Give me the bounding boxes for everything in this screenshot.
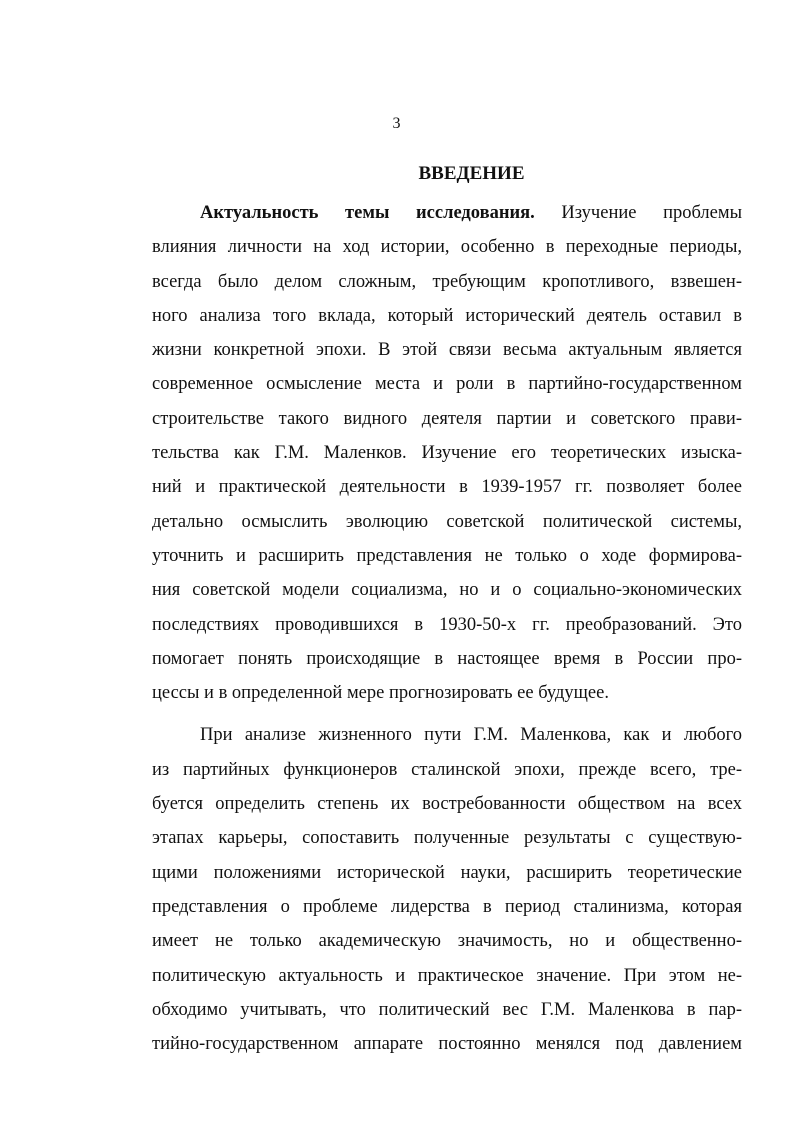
paragraph-1-lead: Актуальность темы исследования.: [200, 203, 535, 223]
paragraph-1-line: помогает понять происходящие в настоящее время в России про-: [152, 648, 742, 669]
paragraph-1-line: всегда было делом сложным, требующим кропотливого, взвешен-: [152, 271, 742, 292]
paragraph-2-line: буется определить степень их востребованности обществом на всех: [152, 794, 742, 815]
paragraph-2-line: этапах карьеры, сопоставить полученные результаты с существую-: [152, 828, 742, 849]
paragraph-1-line: цессы и в определенной мере прогнозировать ее будущее.: [152, 683, 609, 704]
paragraph-2-line: При анализе жизненного пути Г.М. Маленкова, как и любого: [200, 725, 742, 746]
paragraph-1-line: современное осмысление места и роли в партийно-государственном: [152, 374, 742, 395]
section-heading: ВВЕДЕНИЕ: [418, 163, 525, 184]
paragraph-1-line: ния советской модели социализма, но и о социально-экономических: [152, 580, 742, 601]
document-body: [152, 196, 742, 1061]
page-number: 3: [392, 115, 401, 132]
paragraph-1-line: влияния личности на ход истории, особенно в переходные периоды,: [152, 237, 742, 258]
paragraph-1-line: уточнить и расширить представления не только о ходе формирова-: [152, 545, 742, 566]
paragraph-2-line: представления о проблеме лидерства в период сталинизма, которая: [152, 896, 742, 917]
paragraph-2-line: обходимо учитывать, что политический вес Г.М. Маленкова в пар-: [152, 999, 742, 1020]
paragraph-2-line: тийно-государственном аппарате постоянно менялся под давлением: [152, 1034, 742, 1055]
paragraph-1-line: последствиях проводившихся в 1930-50-х гг. преобразований. Это: [152, 614, 742, 635]
paragraph-1-line-1: [152, 196, 742, 230]
paragraph-1-line: строительстве такого видного деятеля партии и советского прави-: [152, 408, 742, 429]
paragraph-2-line: имеет не только академическую значимость, но и общественно-: [152, 931, 742, 952]
paragraph-1-line: тельства как Г.М. Маленков. Изучение его теоретических изыска-: [152, 443, 742, 464]
paragraph-2-line: щими положениями исторической науки, расширить теоретические: [152, 862, 742, 883]
paragraph-1-first-rest: Изучение проблемы: [534, 203, 742, 223]
paragraph-2-line: политическую актуальность и практическое значение. При этом не-: [152, 965, 742, 986]
paragraph-1-line: ний и практической деятельности в 1939-1957 гг. позволяет более: [152, 477, 742, 498]
paragraph-1-line: жизни конкретной эпохи. В этой связи весьма актуальным является: [152, 340, 742, 361]
paragraph-1-line: детально осмыслить эволюцию советской политической системы,: [152, 511, 742, 532]
paragraph-1-line: ного анализа того вклада, который исторический деятель оставил в: [152, 305, 742, 326]
paragraph-2-line: из партийных функционеров сталинской эпохи, прежде всего, тре-: [152, 759, 742, 780]
